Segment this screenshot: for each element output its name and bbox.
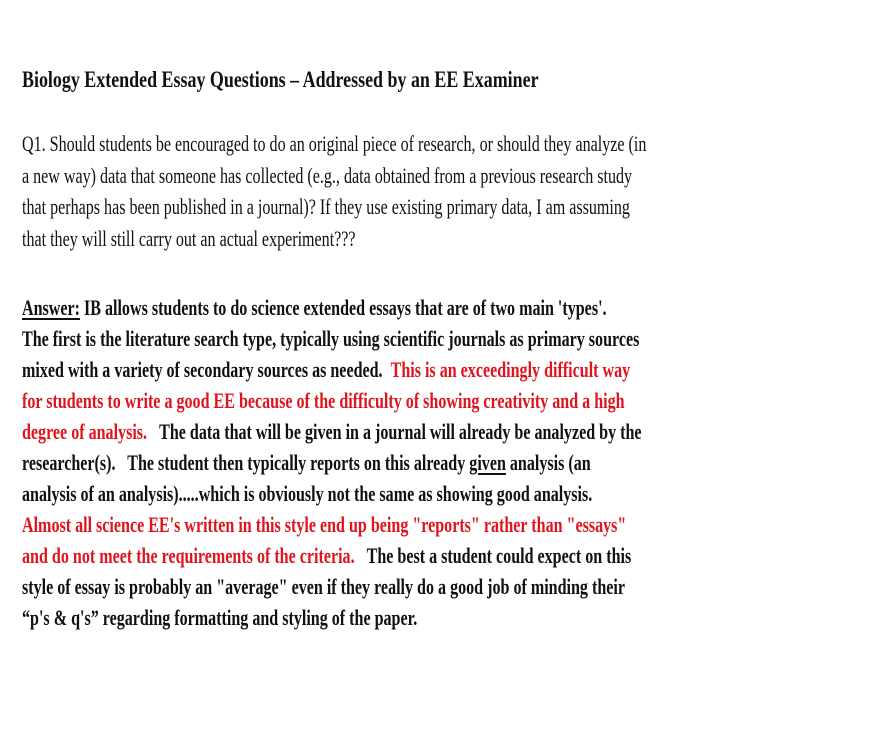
- emphasis-text: for students to write a good EE because of the difficulty of showing creativity and a high: [22, 388, 625, 413]
- question-line: a new way) data that someone has collected (e.g., data obtained from a previous research study: [22, 162, 633, 188]
- emphasis-text: and do not meet the requirements of the criteria.: [22, 543, 355, 568]
- answer-line: degree of analysis. The data that will be given in a journal will already be analyzed by the: [22, 419, 642, 444]
- question-paragraph: [22, 128, 647, 254]
- answer-line: “p's & q's” regarding formatting and styling of the paper.: [22, 605, 418, 630]
- emphasis-text: This is an exceedingly difficult way: [390, 357, 631, 382]
- answer-line: analysis of an analysis).....which is obviously not the same as showing good analysis.: [22, 481, 593, 506]
- underlined-word: given: [469, 450, 506, 475]
- answer-paragraph: [22, 292, 642, 633]
- answer-line: Answer: IB allows students to do science extended essays that are of two main 'types'.: [22, 295, 607, 320]
- document-page: [22, 66, 647, 633]
- answer-label: Answer:: [22, 295, 80, 320]
- answer-line: researcher(s). The student then typically reports on this already given analysis (an: [22, 450, 591, 475]
- emphasis-text: Almost all science EE's written in this style end up being "reports" rather than "essays": [22, 512, 627, 537]
- document-title: Biology Extended Essay Questions – Addressed by an EE Examiner: [22, 67, 539, 92]
- emphasis-text: degree of analysis.: [22, 419, 148, 444]
- answer-line: and do not meet the requirements of the criteria. The best a student could expect on this: [22, 543, 632, 568]
- answer-line: The first is the literature search type, typically using scientific journals as primary sources: [22, 326, 640, 351]
- answer-line: style of essay is probably an "average" even if they really do a good job of minding their: [22, 574, 625, 599]
- question-line: that they will still carry out an actual experiment???: [22, 225, 356, 251]
- question-line: that perhaps has been published in a journal)? If they use existing primary data, I am assuming: [22, 194, 630, 219]
- question-line: Q1. Should students be encouraged to do an original piece of research, or should they analyze (in: [22, 131, 647, 156]
- answer-line: mixed with a variety of secondary sources as needed. This is an exceedingly difficult way: [22, 357, 631, 382]
- title-row: [22, 66, 582, 94]
